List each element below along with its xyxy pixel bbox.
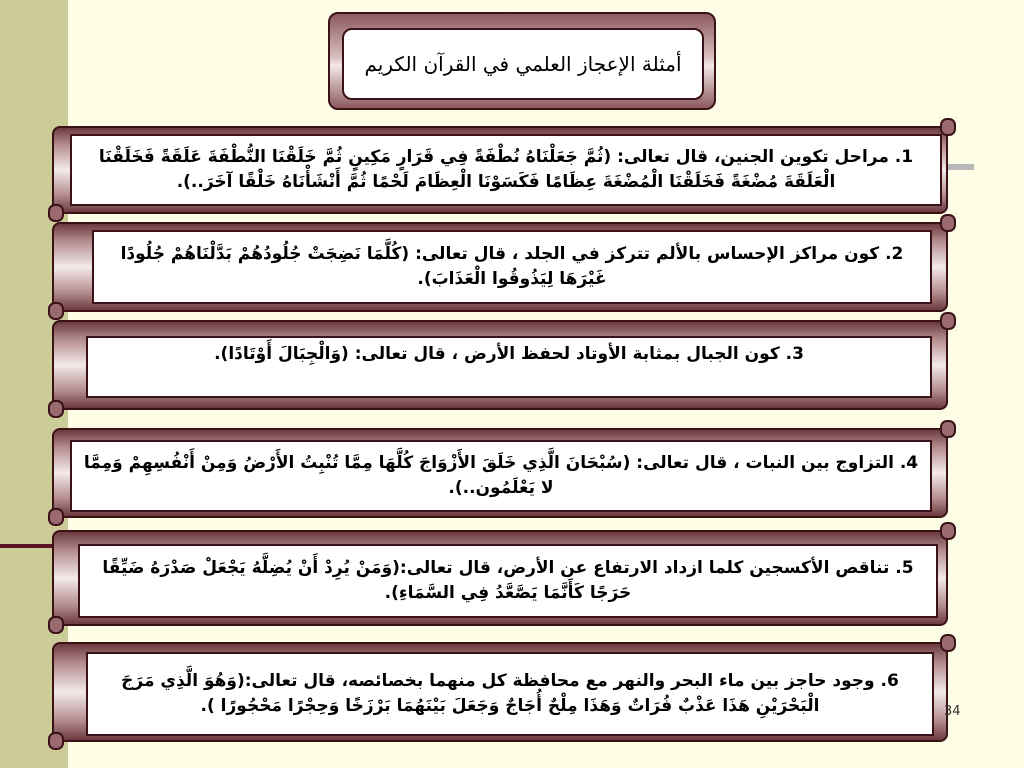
scroll-curl-icon xyxy=(48,400,64,418)
scroll-curl-icon xyxy=(940,214,956,232)
scroll-curl-icon xyxy=(48,616,64,634)
item-4-text: 4. التزاوج بين النبات ، قال تعالى: (سُبْحَانَ الَّذِي خَلَقَ الأَزْوَاجَ كُلَّهَا مِمَّا تُنْبِتُ الأَرْضُ وَمِنْ أَنْفُسِهِمْ وَمِمَّا لا يَعْلَمُون..). xyxy=(70,440,932,512)
page-number: 34 xyxy=(944,704,961,719)
item-5-text: 5. تناقص الأكسجين كلما ازداد الارتفاع عن الأرض، قال تعالى:(وَمَنْ يُرِدْ أَنْ يُضِلَّهُ يَجْعَلْ صَدْرَهُ ضَيِّقًا حَرَجًا كَأَنَّمَا يَصَّعَّدُ فِي السَّمَاءِ). xyxy=(78,544,938,618)
slide-title: أمثلة الإعجاز العلمي في القرآن الكريم xyxy=(342,28,704,100)
scroll-curl-icon xyxy=(940,634,956,652)
item-2-text: 2. كون مراكز الإحساس بالألم تتركز في الجلد ، قال تعالى: (كُلَّمَا نَضِجَتْ جُلُودُهُمْ بَدَّلْنَاهُمْ جُلُودًا غَيْرَهَا لِيَذُوقُوا الْعَذَابَ). xyxy=(92,230,932,304)
decorative-line-right xyxy=(944,164,974,170)
scroll-curl-icon xyxy=(940,312,956,330)
scroll-curl-icon xyxy=(48,508,64,526)
scroll-curl-icon xyxy=(940,522,956,540)
scroll-curl-icon xyxy=(940,420,956,438)
scroll-curl-icon xyxy=(48,204,64,222)
scroll-curl-icon xyxy=(48,732,64,750)
item-1-text: 1. مراحل تكوين الجنين، قال تعالى: (ثُمَّ جَعَلْنَاهُ نُطْفَةً فِي قَرَارٍ مَكِينٍ ثُمَّ خَلَقْنَا النُّطْفَةَ عَلَقَةً فَخَلَقْنَا الْعَلَقَةَ مُضْغَةً فَخَلَقْنَا الْمُضْغَةَ عِظَامًا فَكَسَوْنَا الْعِظَامَ لَحْمًا ثُمَّ أَنْشَأْنَاهُ خَلْقًا آخَرَ..). xyxy=(70,134,942,206)
item-3-text: 3. كون الجبال بمثابة الأوتاد لحفظ الأرض ، قال تعالى: (وَالْجِبَالَ أَوْتَادًا). xyxy=(86,336,932,398)
scroll-curl-icon xyxy=(48,302,64,320)
item-6-text: 6. وجود حاجز بين ماء البحر والنهر مع محافظة كل منهما بخصائصه، قال تعالى:(وَهُوَ الَّذِي مَرَجَ الْبَحْرَيْنِ هَذَا عَذْبٌ فُرَاتٌ وَهَذَا مِلْحٌ أُجَاجٌ وَجَعَلَ بَيْنَهُمَا بَرْزَخًا وَحِجْرًا مَحْجُورًا ). xyxy=(86,652,934,736)
scroll-curl-icon xyxy=(940,118,956,136)
